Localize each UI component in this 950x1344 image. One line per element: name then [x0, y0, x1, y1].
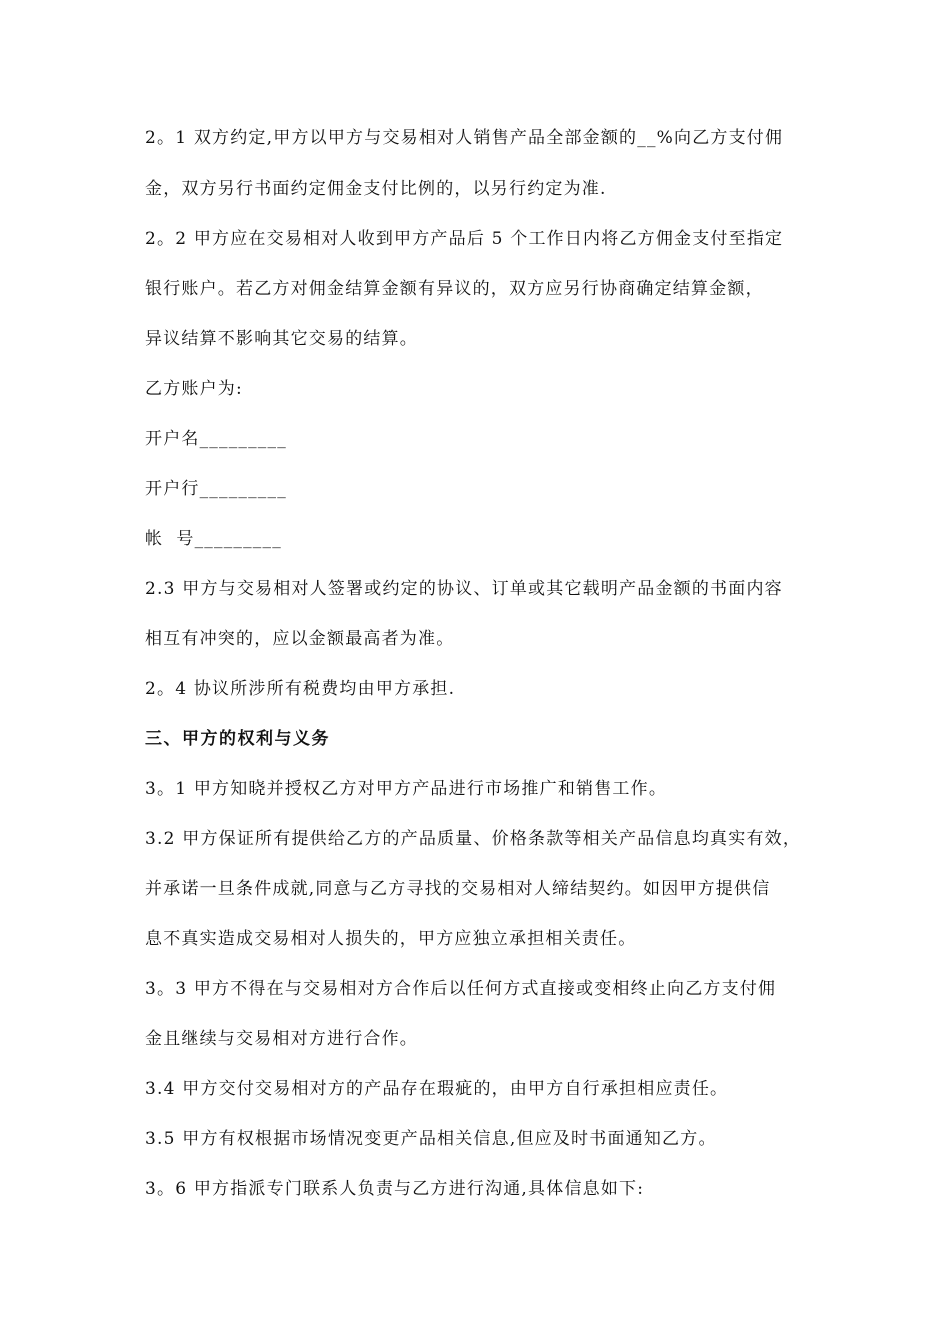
clause-2-3-line-1: 2.3 甲方与交易相对人签署或约定的协议、订单或其它载明产品金额的书面内容 [145, 579, 783, 599]
section-3-heading: 三、甲方的权利与义务 [145, 729, 330, 749]
account-bank-field: 开户行_________ [145, 479, 287, 499]
clause-3-2-line-2: 并承诺一旦条件成就,同意与乙方寻找的交易相对人缔结契约。如因甲方提供信 [145, 879, 771, 899]
account-number-field: 帐 号_________ [145, 529, 282, 549]
clause-2-2-line-2: 银行账户。若乙方对佣金结算金额有异议的，双方应另行协商确定结算金额， [145, 279, 764, 299]
clause-2-1-line-2: 金，双方另行书面约定佣金支付比例的，以另行约定为准. [145, 179, 607, 199]
clause-2-2-line-1: 2。2 甲方应在交易相对人收到甲方产品后 5 个工作日内将乙方佣金支付至指定 [145, 229, 784, 249]
clause-3-4: 3.4 甲方交付交易相对方的产品存在瑕疵的，由甲方自行承担相应责任。 [145, 1079, 729, 1099]
clause-3-5: 3.5 甲方有权根据市场情况变更产品相关信息,但应及时书面通知乙方。 [145, 1129, 717, 1149]
clause-3-2-line-1: 3.2 甲方保证所有提供给乙方的产品质量、价格条款等相关产品信息均真实有效， [145, 829, 802, 849]
clause-2-1-line-1: 2。1 双方约定,甲方以甲方与交易相对人销售产品全部金额的__%向乙方支付佣 [145, 128, 784, 148]
clause-2-3-line-2: 相互有冲突的，应以金额最高者为准。 [145, 629, 455, 649]
clause-3-3-line-1: 3。3 甲方不得在与交易相对方合作后以任何方式直接或变相终止向乙方支付佣 [145, 979, 777, 999]
clause-3-2-line-3: 息不真实造成交易相对人损失的，甲方应独立承担相关责任。 [145, 929, 637, 949]
account-name-field: 开户名_________ [145, 429, 287, 449]
clause-2-2-line-3: 异议结算不影响其它交易的结算。 [145, 329, 418, 349]
clause-3-6: 3。6 甲方指派专门联系人负责与乙方进行沟通,具体信息如下: [145, 1179, 645, 1199]
account-intro: 乙方账户为: [145, 379, 243, 399]
clause-3-1: 3。1 甲方知晓并授权乙方对甲方产品进行市场推广和销售工作。 [145, 779, 668, 799]
clause-2-4: 2。4 协议所涉所有税费均由甲方承担. [145, 679, 456, 699]
clause-3-3-line-2: 金且继续与交易相对方进行合作。 [145, 1029, 418, 1049]
